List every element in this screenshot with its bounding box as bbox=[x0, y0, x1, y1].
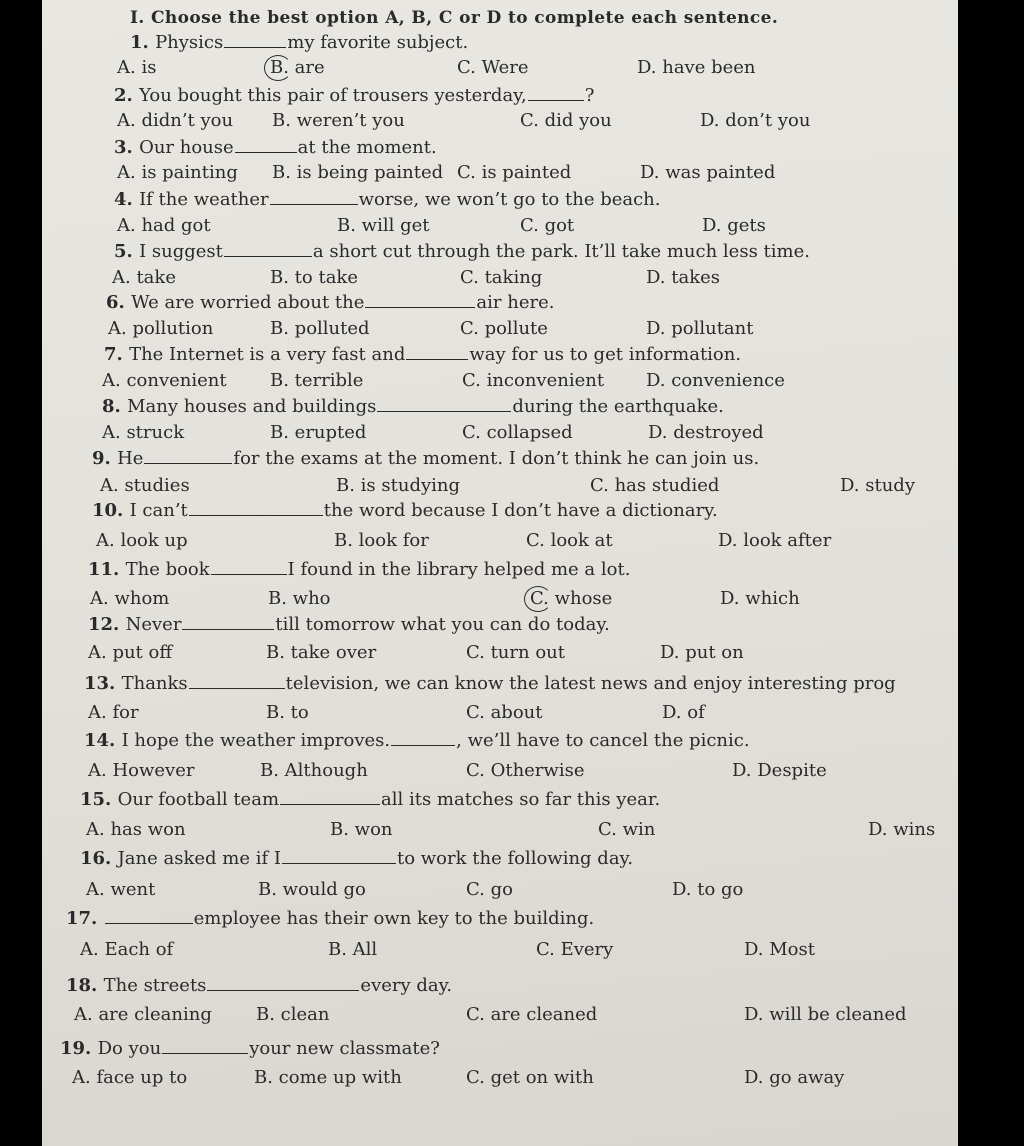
option-c[interactable]: C. Otherwise bbox=[466, 760, 585, 781]
option-b[interactable]: B. All bbox=[328, 939, 378, 960]
question-text-after-blank: air here. bbox=[476, 292, 555, 313]
option-d[interactable]: D. look after bbox=[718, 530, 832, 551]
option-d[interactable]: D. to go bbox=[672, 879, 744, 900]
option-a[interactable]: A. put off bbox=[88, 642, 173, 663]
option-b[interactable]: B. clean bbox=[256, 1004, 330, 1025]
option-d[interactable]: D. wins bbox=[868, 819, 936, 840]
option-b[interactable]: B. would go bbox=[258, 879, 366, 900]
answer-blank[interactable] bbox=[528, 86, 584, 101]
question-number: 15. bbox=[80, 789, 118, 810]
question-14-stem bbox=[84, 731, 750, 751]
question-19-stem bbox=[60, 1039, 440, 1059]
question-13-stem bbox=[84, 674, 896, 694]
option-c[interactable]: C. Every bbox=[536, 939, 614, 960]
question-text-before-blank: The Internet is a very fast and bbox=[129, 344, 406, 365]
option-c[interactable]: C. collapsed bbox=[462, 422, 573, 443]
question-number: 7. bbox=[104, 344, 130, 365]
question-number: 6. bbox=[106, 292, 132, 313]
question-17-stem bbox=[66, 909, 594, 929]
question-text-before-blank: Thanks bbox=[121, 673, 188, 694]
answer-blank[interactable] bbox=[406, 345, 468, 360]
answer-blank[interactable] bbox=[282, 849, 396, 864]
option-d[interactable]: D. will be cleaned bbox=[744, 1004, 907, 1025]
option-a[interactable]: A. are cleaning bbox=[74, 1004, 212, 1025]
question-7-stem bbox=[104, 345, 741, 365]
answer-blank[interactable] bbox=[207, 976, 359, 991]
option-c[interactable]: C. are cleaned bbox=[466, 1004, 598, 1025]
option-a[interactable]: A. is painting bbox=[117, 162, 238, 183]
option-c[interactable]: C. win bbox=[598, 819, 656, 840]
option-a[interactable]: A. convenient bbox=[102, 370, 227, 391]
option-c[interactable]: C. taking bbox=[460, 267, 543, 288]
question-text-before-blank: Jane asked me if I bbox=[117, 848, 281, 869]
answer-blank[interactable] bbox=[144, 449, 232, 464]
option-d[interactable]: D. don’t you bbox=[700, 110, 811, 131]
question-text-after-blank: your new classmate? bbox=[249, 1038, 440, 1059]
option-c[interactable]: C. pollute bbox=[460, 318, 548, 339]
question-text-after-blank: my favorite subject. bbox=[287, 32, 469, 53]
question-10-stem bbox=[92, 501, 718, 521]
option-d[interactable]: D. study bbox=[840, 475, 915, 496]
answer-blank[interactable] bbox=[182, 615, 274, 630]
question-number: 16. bbox=[80, 848, 118, 869]
option-b[interactable]: B. to take bbox=[270, 267, 358, 288]
question-text-before-blank: Many houses and buildings bbox=[127, 396, 377, 417]
option-c[interactable]: C. get on with bbox=[466, 1067, 594, 1088]
option-b[interactable]: B. won bbox=[330, 819, 393, 840]
question-number: 9. bbox=[92, 448, 118, 469]
option-d[interactable]: D. convenience bbox=[646, 370, 785, 391]
option-b[interactable]: B. to bbox=[266, 702, 309, 723]
option-d[interactable]: D. of bbox=[662, 702, 705, 723]
question-text-before-blank: Never bbox=[125, 614, 182, 635]
question-number: 12. bbox=[88, 614, 126, 635]
option-b[interactable]: B. Although bbox=[260, 760, 368, 781]
question-text-before-blank: I suggest bbox=[139, 241, 223, 262]
option-d[interactable]: D. takes bbox=[646, 267, 720, 288]
option-c[interactable]: C. inconvenient bbox=[462, 370, 605, 391]
option-c[interactable]: C. turn out bbox=[466, 642, 565, 663]
option-b[interactable]: B. come up with bbox=[254, 1067, 402, 1088]
question-5-stem bbox=[114, 242, 810, 262]
question-text-before-blank: He bbox=[117, 448, 144, 469]
option-c[interactable]: C. got bbox=[520, 215, 575, 236]
option-d[interactable]: D. go away bbox=[744, 1067, 845, 1088]
option-b[interactable]: B. will get bbox=[337, 215, 430, 236]
option-c[interactable]: C. is painted bbox=[457, 162, 572, 183]
worksheet-page bbox=[42, 0, 958, 1146]
question-number: 10. bbox=[92, 500, 130, 521]
question-number: 3. bbox=[114, 137, 140, 158]
question-text-after-blank: till tomorrow what you can do today. bbox=[275, 614, 610, 635]
answer-blank[interactable] bbox=[162, 1039, 248, 1054]
question-text-before-blank: If the weather bbox=[139, 189, 269, 210]
option-c[interactable]: C. has studied bbox=[590, 475, 720, 496]
option-d[interactable]: D. pollutant bbox=[646, 318, 754, 339]
question-18-stem bbox=[66, 976, 452, 996]
option-a[interactable]: A. is bbox=[117, 57, 157, 78]
option-a[interactable]: A. didn’t you bbox=[117, 110, 234, 131]
question-text-after-blank: at the moment. bbox=[297, 137, 437, 158]
option-b[interactable]: B. is studying bbox=[336, 475, 461, 496]
question-3-stem bbox=[114, 138, 437, 158]
answer-blank[interactable] bbox=[224, 33, 286, 48]
question-number: 17. bbox=[66, 908, 104, 929]
option-a[interactable]: A. studies bbox=[100, 475, 190, 496]
exercise-heading: I. Choose the best option A, B, C or D to complete each sentence. bbox=[130, 8, 779, 28]
option-a[interactable]: A. for bbox=[88, 702, 139, 723]
answer-blank[interactable] bbox=[224, 242, 312, 257]
option-b[interactable]: B. weren’t you bbox=[272, 110, 405, 131]
option-c[interactable]: C. Were bbox=[457, 57, 529, 78]
option-a[interactable]: A. had got bbox=[117, 215, 211, 236]
option-d[interactable]: D. have been bbox=[637, 57, 756, 78]
option-c[interactable]: C. look at bbox=[526, 530, 613, 551]
option-d[interactable]: D. put on bbox=[660, 642, 744, 663]
question-number: 18. bbox=[66, 975, 104, 996]
question-text-before-blank: Do you bbox=[97, 1038, 162, 1059]
option-b[interactable]: B. erupted bbox=[270, 422, 367, 443]
option-a[interactable]: A. pollution bbox=[108, 318, 214, 339]
answer-blank[interactable] bbox=[189, 674, 285, 689]
option-c[interactable]: C. about bbox=[466, 702, 543, 723]
option-d[interactable]: D. Despite bbox=[732, 760, 827, 781]
option-b[interactable]: B. who bbox=[268, 588, 331, 609]
question-number: 14. bbox=[84, 730, 122, 751]
option-a[interactable]: A. face up to bbox=[72, 1067, 188, 1088]
option-a[interactable]: A. However bbox=[88, 760, 195, 781]
option-b[interactable]: B. terrible bbox=[270, 370, 364, 391]
question-text-before-blank: Our house bbox=[139, 137, 234, 158]
question-number: 1. bbox=[130, 32, 156, 53]
question-text-after-blank: ? bbox=[584, 85, 595, 106]
option-a[interactable]: A. look up bbox=[96, 530, 188, 551]
answer-blank[interactable] bbox=[377, 397, 511, 412]
option-d[interactable]: D. which bbox=[720, 588, 800, 609]
question-text-before-blank: The book bbox=[125, 559, 210, 580]
question-15-stem bbox=[80, 790, 660, 810]
option-d[interactable]: D. gets bbox=[702, 215, 766, 236]
question-6-stem bbox=[106, 293, 554, 313]
question-text-after-blank: to work the following day. bbox=[396, 848, 634, 869]
question-text-after-blank: a short cut through the park. It’ll take much less time. bbox=[312, 241, 810, 262]
question-16-stem bbox=[80, 849, 633, 869]
question-text-after-blank: all its matches so far this year. bbox=[381, 789, 661, 810]
question-number: 13. bbox=[84, 673, 122, 694]
answer-blank[interactable] bbox=[211, 560, 287, 575]
option-d[interactable]: D. Most bbox=[744, 939, 815, 960]
question-text-after-blank: television, we can know the latest news and enjoy interesting prog bbox=[285, 673, 896, 694]
question-text-before-blank: Physics bbox=[155, 32, 224, 53]
answer-blank[interactable] bbox=[105, 909, 193, 924]
question-text-before-blank: I hope the weather improves. bbox=[121, 730, 391, 751]
question-4-stem bbox=[114, 190, 661, 210]
question-text-before-blank: The streets bbox=[103, 975, 207, 996]
option-c[interactable]: C. did you bbox=[520, 110, 612, 131]
answer-blank[interactable] bbox=[235, 138, 297, 153]
option-b[interactable]: B. take over bbox=[266, 642, 377, 663]
question-number: 4. bbox=[114, 189, 140, 210]
question-11-stem bbox=[88, 560, 630, 580]
option-b[interactable]: B. look for bbox=[334, 530, 429, 551]
question-number: 8. bbox=[102, 396, 128, 417]
option-a[interactable]: A. has won bbox=[86, 819, 186, 840]
question-number: 2. bbox=[114, 85, 140, 106]
question-1-stem bbox=[130, 33, 468, 53]
option-a[interactable]: A. struck bbox=[102, 422, 185, 443]
question-12-stem bbox=[88, 615, 610, 635]
question-9-stem bbox=[92, 449, 759, 469]
answer-blank[interactable] bbox=[391, 731, 455, 746]
question-text-after-blank: worse, we won’t go to the beach. bbox=[358, 189, 661, 210]
question-text-after-blank: the word because I don’t have a dictionary. bbox=[323, 500, 718, 521]
question-number: 19. bbox=[60, 1038, 98, 1059]
question-number: 11. bbox=[88, 559, 126, 580]
option-b[interactable]: B. is being painted bbox=[272, 162, 444, 183]
question-number: 5. bbox=[114, 241, 140, 262]
option-d[interactable]: D. was painted bbox=[640, 162, 776, 183]
question-text-before-blank: I can’t bbox=[129, 500, 188, 521]
question-8-stem bbox=[102, 397, 724, 417]
answer-blank[interactable] bbox=[270, 190, 358, 205]
answer-blank[interactable] bbox=[189, 501, 323, 516]
option-a[interactable]: A. went bbox=[86, 879, 156, 900]
question-text-before-blank: We are worried about the bbox=[131, 292, 365, 313]
option-d[interactable]: D. destroyed bbox=[648, 422, 764, 443]
option-b[interactable]: B. are bbox=[270, 57, 325, 78]
question-text-after-blank: , we’ll have to cancel the picnic. bbox=[456, 730, 750, 751]
answer-blank[interactable] bbox=[365, 293, 475, 308]
question-text-after-blank: employee has their own key to the building. bbox=[193, 908, 595, 929]
option-a[interactable]: A. Each of bbox=[80, 939, 174, 960]
question-text-before-blank: Our football team bbox=[117, 789, 280, 810]
option-b[interactable]: B. polluted bbox=[270, 318, 370, 339]
option-a[interactable]: A. whom bbox=[90, 588, 170, 609]
question-text-after-blank: every day. bbox=[360, 975, 453, 996]
question-2-stem bbox=[114, 86, 594, 106]
question-text-after-blank: I found in the library helped me a lot. bbox=[287, 559, 631, 580]
question-text-after-blank: way for us to get information. bbox=[469, 344, 742, 365]
option-c[interactable]: C. whose bbox=[530, 588, 613, 609]
question-text-after-blank: during the earthquake. bbox=[512, 396, 724, 417]
option-a[interactable]: A. take bbox=[112, 267, 176, 288]
question-text-before-blank: You bought this pair of trousers yesterday, bbox=[139, 85, 527, 106]
answer-blank[interactable] bbox=[280, 790, 380, 805]
option-c[interactable]: C. go bbox=[466, 879, 513, 900]
question-text-after-blank: for the exams at the moment. I don’t think he can join us. bbox=[233, 448, 760, 469]
